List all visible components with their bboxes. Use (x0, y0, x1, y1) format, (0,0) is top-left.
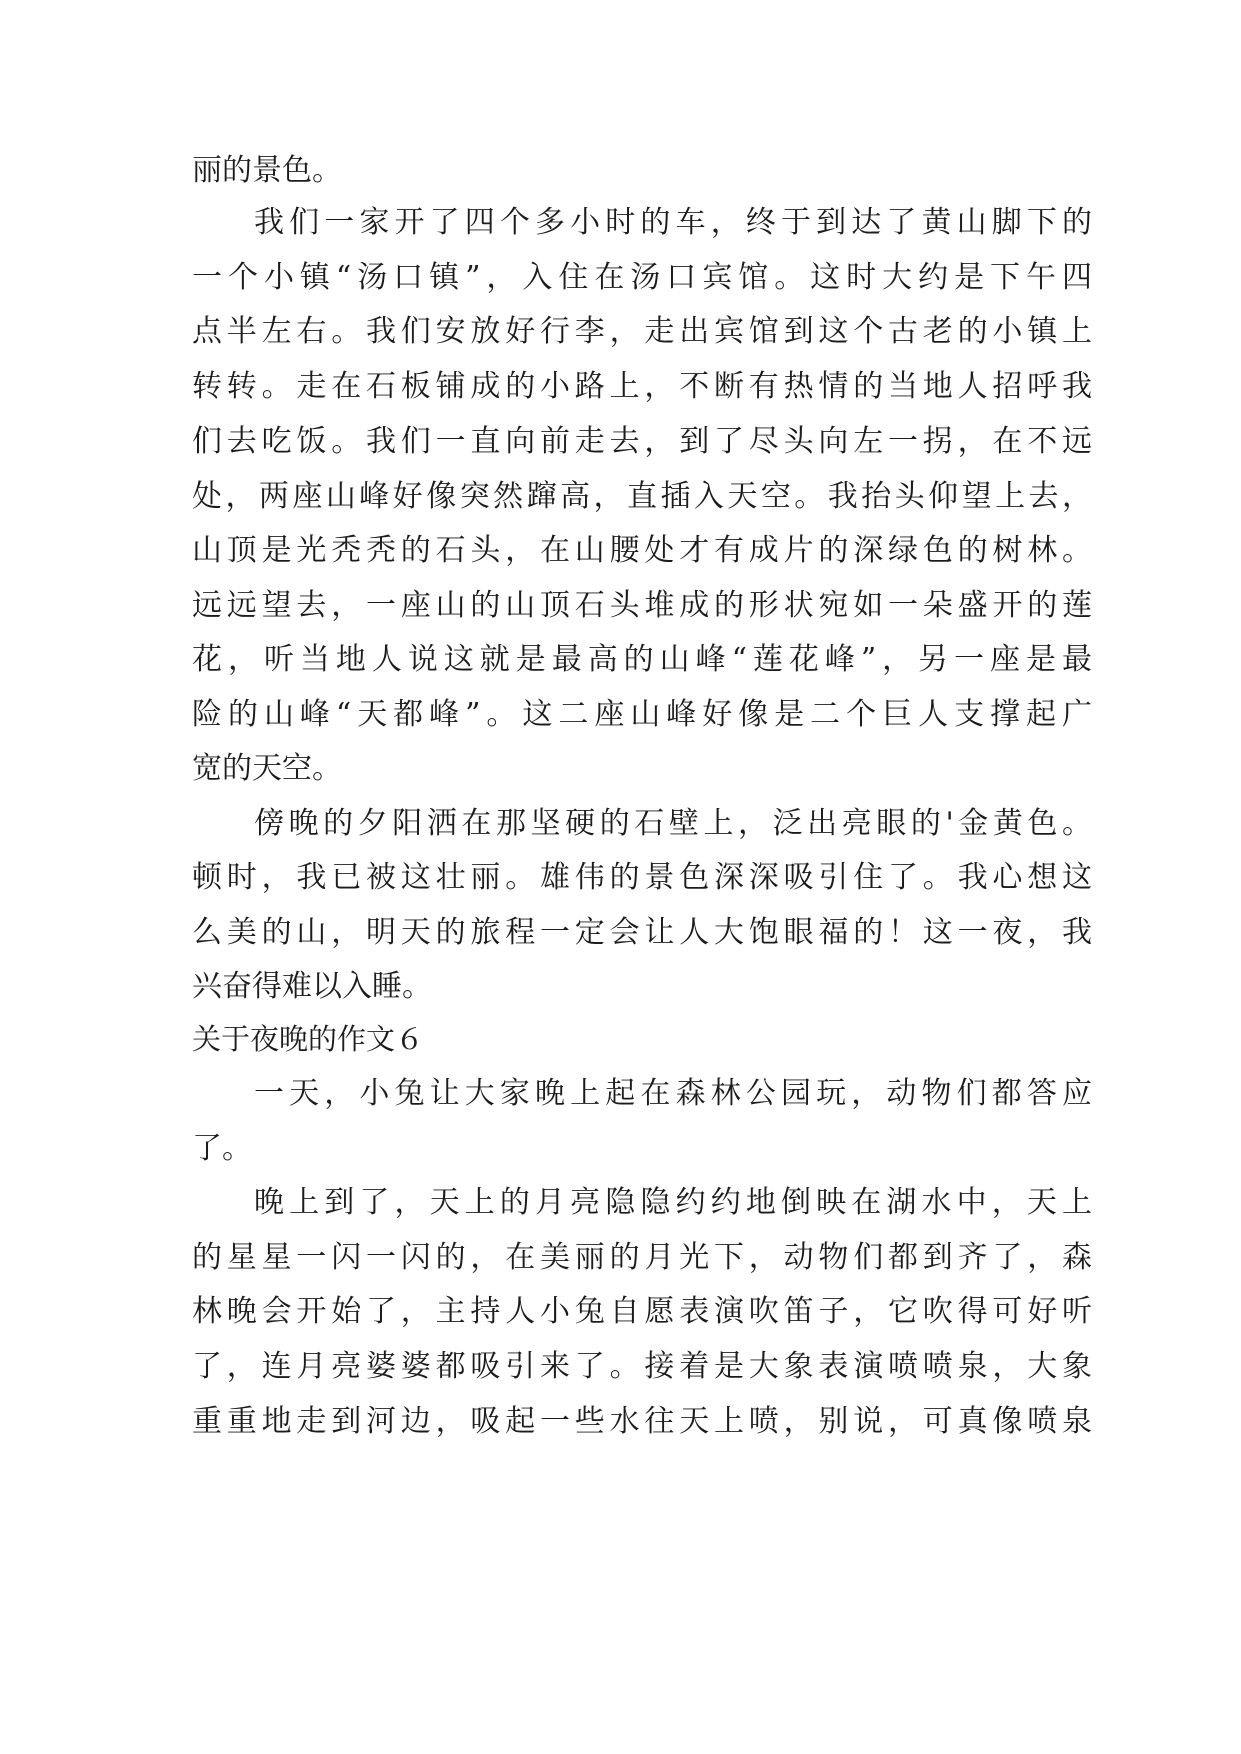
text-line: 重重地走到河边，吸起一些水往天上喷，别说，可真像喷泉 (192, 1404, 1092, 1439)
paragraph-first-line: 晚上到了，天上的月亮隐隐约约地倒映在湖水中，天上 (254, 1185, 1092, 1220)
text-line: 处，两座山峰好像突然蹿高，直插入天空。我抬头仰望上去， (192, 479, 1092, 514)
text-line: 了，连月亮婆婆都吸引来了。接着是大象表演喷喷泉，大象 (192, 1349, 1092, 1384)
text-line: 花，听当地人说这就是最高的山峰“莲花峰”，另一座是最 (192, 642, 1092, 677)
text-line: 么美的山，明天的旅程一定会让人大饱眼福的！这一夜，我 (192, 915, 1092, 950)
paragraph-first-line: 我们一家开了四个多小时的车，终于到达了黄山脚下的 (254, 205, 1092, 240)
paragraph-first-line: 一天，小兔让大家晚上起在森林公园玩，动物们都答应 (254, 1076, 1092, 1111)
text-line: 的星星一闪一闪的，在美丽的月光下，动物们都到齐了，森 (192, 1240, 1092, 1275)
text-line: 宽的天空。 (192, 751, 342, 786)
text-line: 兴奋得难以入睡。 (192, 969, 432, 1004)
text-line: 们去吃饭。我们一直向前走去，到了尽头向左一拐，在不远 (192, 424, 1092, 459)
text-line: 点半左右。我们安放好行李，走出宾馆到这个古老的小镇上 (192, 314, 1092, 349)
text-line: 一个小镇“汤口镇”，入住在汤口宾馆。这时大约是下午四 (192, 260, 1092, 295)
text-line: 险的山峰“天都峰”。这二座山峰好像是二个巨人支撑起广 (192, 697, 1092, 732)
text-line: 林晚会开始了，主持人小兔自愿表演吹笛子，它吹得可好听 (192, 1294, 1092, 1329)
section-heading: 关于夜晚的作文６ (192, 1022, 425, 1056)
paragraph-first-line: 傍晚的夕阳洒在那坚硬的石壁上，泛出亮眼的'金黄色。 (254, 806, 1092, 841)
text-line: 转转。走在石板铺成的小路上，不断有热情的当地人招呼我 (192, 369, 1092, 404)
text-line: 丽的景色。 (192, 153, 342, 188)
text-line: 山顶是光秃秃的石头，在山腰处才有成片的深绿色的树林。 (192, 533, 1092, 568)
text-line: 远远望去，一座山的山顶石头堆成的形状宛如一朵盛开的莲 (192, 588, 1092, 623)
text-line: 了。 (192, 1131, 252, 1166)
text-line: 顿时，我已被这壮丽。雄伟的景色深深吸引住了。我心想这 (192, 860, 1092, 895)
